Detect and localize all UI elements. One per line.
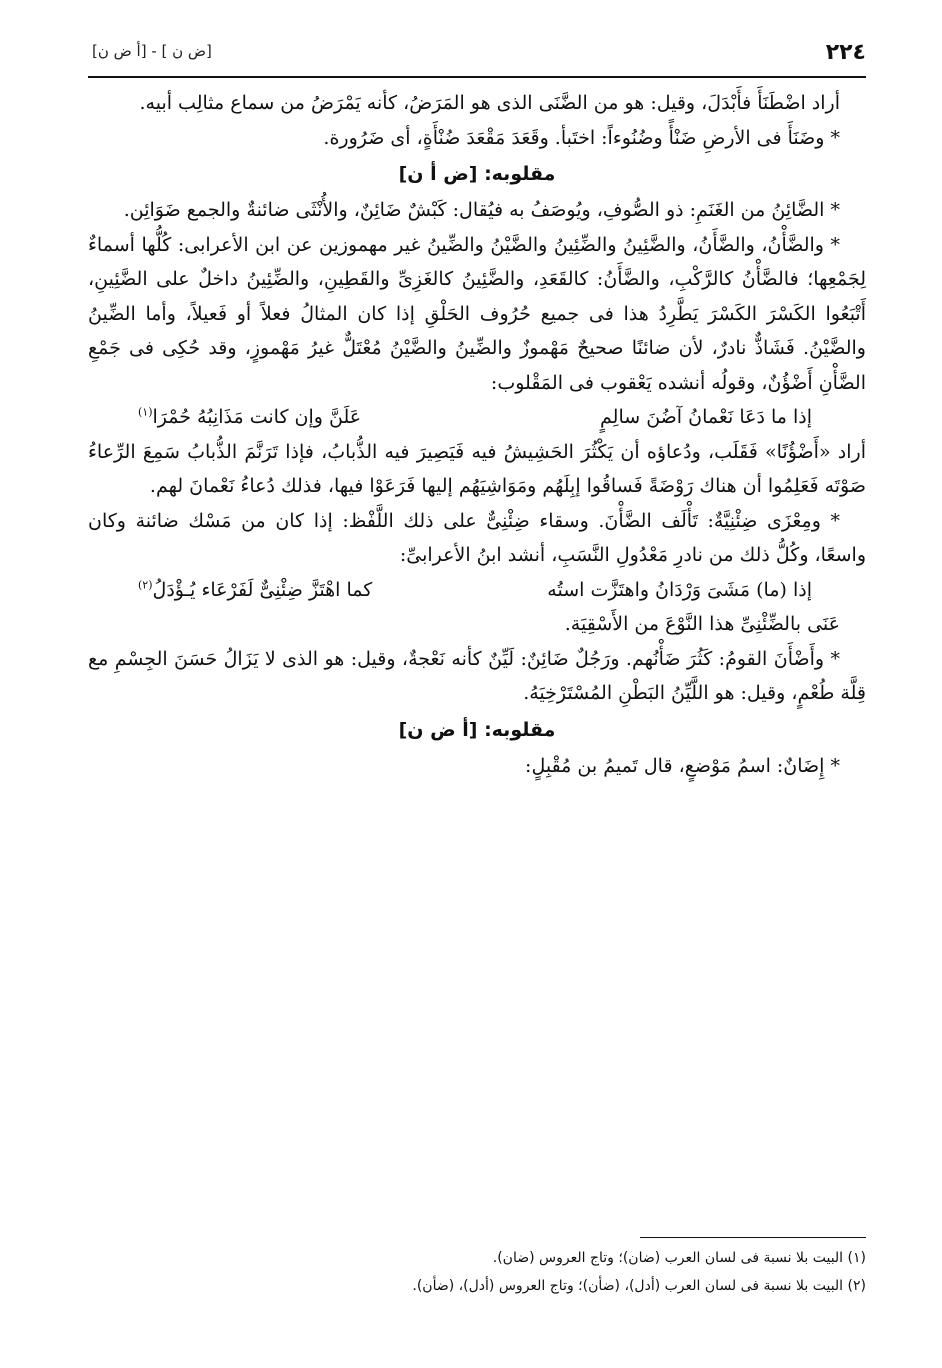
verse-1: [88, 400, 866, 435]
footnote-ref-1: (١): [138, 405, 153, 419]
header-rule: [88, 76, 866, 78]
running-title: [ض ن ] - [أ ض ن]: [92, 42, 212, 60]
footnote-2: (٢) البيت بلا نسبة فى لسان العرب (أدل)، (ضأن)؛ وتاج العروس (أدل)، (ضأن).: [412, 1278, 866, 1294]
paragraph-7: عَنَى بالضِّئْنِىِّ هذا النَّوْعَ من الأَسْقِيَة.: [564, 613, 840, 635]
verse-2-first-hemistich: إذا (ما) مَشَىَ وَرْدَانُ واهتَزَّت استُه: [547, 578, 812, 601]
paragraph-8: * وأَضْأَنَ القومُ: كَثُرَ ضَأْنُهم. ورَجُلٌ ضَائِنٌ: لَيِّنٌ كأنه نَعْجةٌ، وقيل: هو الذى لا يَزَالُ حَسَنَ الجِسْمِ مع قِلَّة طُعْمٍ، وقيل: هو اللَّيِّنُ البَطْنِ المُسْتَرْخِيَهُ.: [88, 647, 866, 704]
verse-2-second-hemistich-wrap: [138, 573, 372, 608]
page-body: [88, 86, 866, 783]
verse-2: [88, 573, 866, 608]
paragraph-6: * ومِعْزَى ضِئْنِيَّةٌ: تَأْلَف الضَّأْنَ. وسقاء ضِئْنِىٌّ على ذلك اللَّفْظ: إذا كان من مَسْك ضائنة وكان واسعًا، وكُلُّ ذلك من نادرِ مَعْدُولِ النَّسَبِ، أنشد ابنُ الأعرابىِّ:: [88, 509, 866, 566]
page-number: ٢٢٤: [825, 40, 866, 65]
verse-1-first-hemistich: إذا ما دَعَا نَعْمانُ آضُنَ سالِمٍ: [600, 406, 812, 428]
verse-1-second-hemistich-wrap: [138, 400, 361, 435]
section-heading-2: مقلوبه: [أ ض ن]: [398, 718, 556, 741]
section-heading-1: مقلوبه: [ض أ ن]: [398, 163, 556, 185]
footnote-ref-2: (٢): [138, 578, 153, 592]
footnotes: [88, 1244, 866, 1300]
paragraph-4: * والضَّأْنُ، والضَّأَنُ، والضَّئِينُ والضِّئِينُ والضَّيْنُ والضِّينُ غير مهموزين عن ابن الأعرابى: كُلُّها أسماءٌ لِجَمْعِها؛ فالضَّأْنُ كالرَّكْبِ، والضَّأَنُ: كالقَعَدِ، والضَّئِينُ كالغَزِىِّ والقَطِينِ، والضِّئِينُ داخلٌ على الضَّئِينِ، أَتْبَعُوا الكَسْرَ الكَسْرَ يَطَّرِدُ هذا فى جميع حُرُوف الحَلْقِ إذا كان المثالُ فعلاً أو فَعيلاً، وأما الضِّينُ والضَّيْنُ. فَشَاذٌّ نادرٌ، لأن ضائنًا صحيحٌ مَهْموزٌ والضِّينُ والضَّيْنُ مُعْتَلٌّ غيرُ مَهْموزٍ، وقد حُكِى فى جَمْعِ الضَّأْنِ أَضْؤُنٌ، وقولُه أنشده يَعْقوب فى المَقْلوب:: [88, 233, 866, 394]
footnote-rule: [640, 1237, 866, 1238]
paragraph-1: أراد اضْطَنَأَ فأَبْدَلَ، وقيل: هو من الضَّنَى الذى هو المَرَضُ، كأنه يَمْرَضُ من سماع مثالِب أبيه.: [139, 92, 840, 114]
paragraph-2: * وضَنَأَ فى الأرضِ ضَنْأً وضُنُوءاً: اختَبأ. وقَعَدَ مَقْعَدَ ضُنْأَةٍ، أى ضَرُورة.: [323, 126, 840, 149]
verse-1-second-hemistich: عَلَنَّ وإن كانت مَذَانِبُهُ حُمْرَا: [152, 406, 362, 428]
paragraph-3: * الضَّائِنُ من الغَنَمِ: ذو الصُّوفِ، ويُوصَفُ به فيُقال: كَبْشٌ ضَائِنٌ، والأُنْثَى ضائنةٌ والجمع ضَوَائِن.: [123, 199, 840, 221]
footnote-1: (١) البيت بلا نسبة فى لسان العرب (ضان)؛ وتاج العروس (ضان).: [492, 1250, 866, 1266]
paragraph-9: * إِضَانٌ: اسمُ مَوْضعٍ، قال تَميمُ بن مُقْبِلٍ:: [525, 754, 840, 777]
page-header: [88, 40, 866, 70]
verse-2-second-hemistich: كما اهْتَزَّ ضِئْنِىٌّ لَفَرْعَاء يُـؤْدَلُ: [152, 578, 373, 601]
paragraph-5: أراد «أَضْؤُنًا» فَقَلَب، ودُعاؤه أن يَكْثُرَ الحَشِيشُ فيه فَيَصِيرَ فيه الذُّبابُ، فإذا تَرَنَّمَ الذُّبابُ سَمِعَ الرِّعاءُ صَوْتَه فَعَلِمُوا أن هناك رَوْضَةً فَساقُوا إبِلَهُم ومَوَاشِيَهُم إليها فَرَعَوْا فيها، فذلك دُعاءُ نَعْمانَ لهم.: [88, 440, 866, 497]
